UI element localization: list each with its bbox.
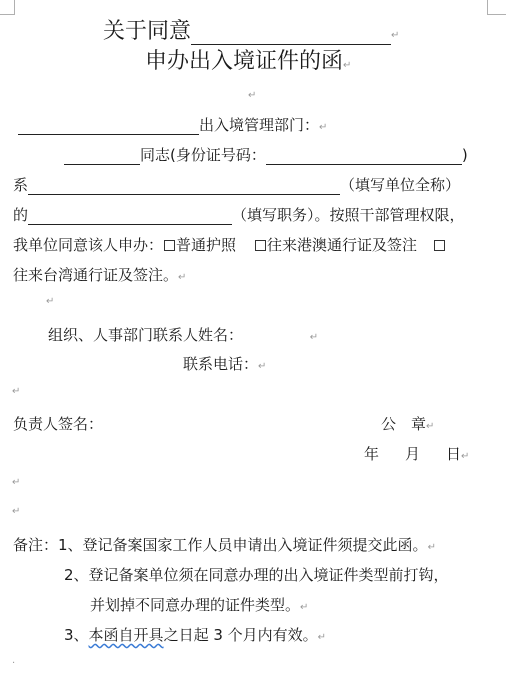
title-line-1 xyxy=(103,14,399,45)
leader-signature-label: 负责人签名： xyxy=(13,415,104,433)
top-left-corner-mark xyxy=(0,0,15,15)
taiwan-option: 往来台湾通行证及签注。 xyxy=(13,266,179,284)
post-line xyxy=(13,204,465,225)
note-2b: 并划掉不同意办理的证件类型。 xyxy=(90,596,301,614)
paragraph-mark: ↵ xyxy=(427,542,436,553)
paragraph-mark: ↵ xyxy=(461,451,470,462)
day-label: 日 xyxy=(446,445,462,463)
note-2b-line xyxy=(90,594,308,615)
title-main: 申办出入境证件的函 xyxy=(145,49,344,74)
de-label: 的 xyxy=(13,206,29,224)
paragraph-mark: ↵ xyxy=(317,632,327,643)
hk-macao-option: 往来港澳通行证及签注 xyxy=(267,236,418,254)
unit-line xyxy=(13,174,460,195)
paragraph-mark: ↵ xyxy=(300,602,309,613)
paragraph-mark: ↵ xyxy=(426,421,435,432)
note-1: 1、登记备案国家工作人员申请出入境证件须提交此函。 xyxy=(58,536,428,554)
notes-label: 备注： xyxy=(13,536,59,554)
options-line xyxy=(13,234,446,255)
note-3-rest: 之日起 3 个月内有效。 xyxy=(163,626,318,644)
contact-phone-label: 联系电话： xyxy=(183,355,259,373)
passport-option: 普通护照 xyxy=(176,236,237,254)
fill-unit-hint: （填写单位全称） xyxy=(340,176,461,194)
top-right-corner-mark xyxy=(487,0,506,15)
id-number-blank[interactable] xyxy=(266,148,462,165)
options-line-2 xyxy=(13,264,186,285)
paragraph-mark: ↵ xyxy=(12,506,21,517)
note-3-line xyxy=(64,624,326,645)
name-blank[interactable] xyxy=(64,148,140,165)
official-seal-label xyxy=(381,413,434,434)
seal-text: 公 章 xyxy=(381,415,427,433)
paragraph-mark: ↵ xyxy=(343,60,352,71)
paragraph-mark: ↵ xyxy=(319,122,328,133)
date-line xyxy=(364,443,469,464)
paragraph-mark: · xyxy=(12,658,16,669)
unit-blank[interactable] xyxy=(28,178,340,195)
contact-phone-line xyxy=(183,353,266,374)
title-blank[interactable] xyxy=(191,22,391,45)
title-line-2 xyxy=(145,44,351,75)
taiwan-checkbox[interactable] xyxy=(434,240,445,251)
note-3-wavy-text: 本函自开具 xyxy=(88,626,164,644)
paragraph-mark: ↵ xyxy=(178,272,187,283)
paragraph-mark: ↵ xyxy=(309,332,319,343)
addressee-line xyxy=(18,114,327,135)
comrade-label: 同志(身份证号码： xyxy=(140,146,266,164)
contact-name-line xyxy=(48,324,318,345)
paragraph-mark: ↵ xyxy=(258,361,267,372)
paragraph-mark: ↵ xyxy=(12,477,21,488)
fill-post-hint: （填写职务）。按照干部管理权限， xyxy=(232,206,465,224)
close-paren: ) xyxy=(461,146,468,164)
paragraph-mark: ↵ xyxy=(46,296,55,307)
year-label: 年 xyxy=(364,445,380,463)
title-prefix: 关于同意 xyxy=(103,19,192,44)
note-3-number: 3、 xyxy=(64,626,89,644)
month-label: 月 xyxy=(405,445,421,463)
paragraph-mark: ↵ xyxy=(391,30,400,41)
note-2a: 2、登记备案单位须在同意办理的出入境证件类型前打钩， xyxy=(64,566,449,584)
paragraph-mark: ↵ xyxy=(12,386,21,397)
passport-checkbox[interactable] xyxy=(164,240,175,251)
agree-text: 我单位同意该人申办： xyxy=(13,236,164,254)
note-1-line xyxy=(13,534,436,555)
xi-label: 系 xyxy=(13,176,29,194)
comrade-line xyxy=(64,144,468,165)
post-blank[interactable] xyxy=(28,208,232,225)
paragraph-mark: ↵ xyxy=(248,90,257,101)
contact-name-label: 组织、人事部门联系人姓名： xyxy=(48,326,244,344)
dept-blank[interactable] xyxy=(18,118,199,135)
dept-label: 出入境管理部门： xyxy=(199,116,320,134)
hk-macao-checkbox[interactable] xyxy=(255,240,266,251)
